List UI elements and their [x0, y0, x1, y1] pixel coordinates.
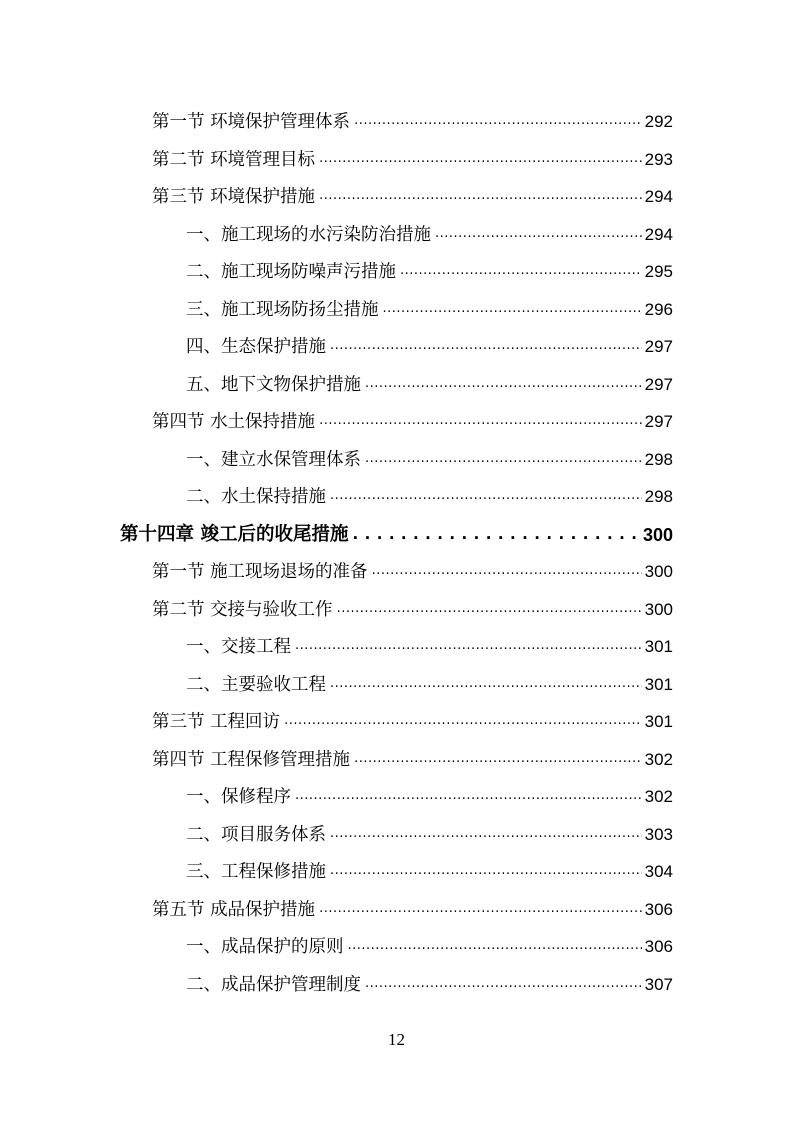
toc-entry-label: 二、主要验收工程: [186, 674, 326, 695]
toc-dot-leader: [319, 411, 642, 433]
toc-entry-item[interactable]: [186, 778, 673, 808]
toc-entry-page: 306: [644, 899, 673, 919]
toc-dot-leader: [354, 111, 642, 133]
toc-entry-item[interactable]: [186, 628, 673, 658]
toc-dot-leader: [295, 636, 642, 658]
toc-entry-chapter[interactable]: [120, 516, 673, 546]
toc-entry-item[interactable]: [186, 966, 673, 996]
toc-dot-leader: [354, 749, 642, 771]
toc-entry-item[interactable]: [186, 478, 673, 508]
toc-dot-leader: [319, 149, 642, 171]
toc-entry-section[interactable]: [152, 178, 673, 208]
toc-entry-section[interactable]: [152, 553, 673, 583]
toc-entry-page: 293: [644, 149, 673, 169]
toc-entry-label: 一、施工现场的水污染防治措施: [186, 224, 431, 245]
toc-dot-leader: [337, 599, 642, 621]
toc-entry-page: 298: [644, 449, 673, 469]
toc-entry-item[interactable]: [186, 853, 673, 883]
toc-dot-leader: [365, 449, 642, 471]
toc-entry-label: 第十四章 竣工后的收尾措施: [120, 523, 349, 545]
toc-entry-page: 302: [644, 749, 673, 769]
toc-entry-page: 304: [644, 862, 673, 881]
toc-entry-label: 第五节 成品保护措施: [152, 899, 316, 920]
toc-entry-label: 二、水土保持措施: [186, 487, 326, 507]
toc-entry-page: 301: [644, 674, 673, 694]
toc-dot-leader: [372, 561, 642, 583]
toc-entry-label: 第三节 工程回访: [152, 712, 281, 732]
toc-entry-item[interactable]: [186, 816, 673, 846]
toc-entry-section[interactable]: [152, 591, 673, 621]
toc-entry-item[interactable]: [186, 666, 673, 696]
toc-dot-leader: [348, 936, 642, 958]
toc-entry-page: 295: [644, 262, 673, 281]
toc-entry-page: 307: [644, 974, 673, 994]
toc-dot-leader: [365, 374, 642, 396]
toc-entry-page: 300: [644, 599, 673, 619]
toc-entry-page: 306: [644, 937, 673, 956]
toc-entry-label: 一、成品保护的原则: [186, 937, 344, 957]
toc-entry-section[interactable]: [152, 103, 673, 133]
toc-entry-section[interactable]: [152, 703, 673, 733]
toc-entry-item[interactable]: [186, 328, 673, 358]
toc-dot-leader: [383, 299, 642, 321]
toc-entry-item[interactable]: [186, 253, 673, 283]
toc-dot-leader: [330, 674, 642, 696]
toc-entry-page: 297: [644, 374, 673, 394]
toc-entry-label: 二、项目服务体系: [186, 824, 326, 845]
toc-entry-page: 301: [644, 712, 673, 731]
toc-entry-page: 302: [644, 787, 673, 806]
toc-entry-label: 一、交接工程: [186, 637, 291, 657]
toc-entry-section[interactable]: [152, 741, 673, 771]
toc-entry-page: 300: [644, 562, 673, 581]
toc-dot-leader: [330, 486, 642, 508]
toc-entry-item[interactable]: [186, 928, 673, 958]
toc-dot-leader: [319, 899, 642, 921]
toc-entry-section[interactable]: [152, 141, 673, 171]
toc-dot-leader: [284, 711, 642, 733]
toc-entry-item[interactable]: [186, 366, 673, 396]
toc-entry-label: 三、工程保修措施: [186, 862, 326, 882]
toc-entry-page: 301: [644, 637, 673, 656]
toc-entry-label: 第二节 环境管理目标: [152, 149, 316, 170]
toc-dot-leader: [319, 186, 642, 208]
toc-entry-label: 第一节 施工现场退场的准备: [152, 562, 368, 582]
toc-entry-item[interactable]: [186, 291, 673, 321]
toc-entry-page: 292: [644, 112, 673, 131]
toc-entry-label: 三、施工现场防扬尘措施: [186, 299, 379, 320]
toc-dot-leader: [295, 786, 642, 808]
toc-entry-section[interactable]: [152, 403, 673, 433]
toc-dot-leader: [352, 524, 640, 546]
toc-dot-leader: [435, 224, 642, 246]
toc-dot-leader: [330, 861, 642, 883]
toc-dot-leader: [330, 824, 642, 846]
toc-entry-label: 第三节 环境保护措施: [152, 187, 316, 207]
toc-entry-label: 第一节 环境保护管理体系: [152, 112, 351, 132]
toc-entry-page: 297: [644, 412, 673, 431]
toc-entry-label: 第二节 交接与验收工作: [152, 599, 333, 620]
toc-entry-section[interactable]: [152, 891, 673, 921]
toc-entry-item[interactable]: [186, 441, 673, 471]
toc-entry-page: 300: [642, 524, 673, 545]
toc-entry-label: 五、地下文物保护措施: [186, 374, 361, 395]
toc-entry-label: 第四节 水土保持措施: [152, 412, 316, 432]
toc-entry-page: 294: [644, 187, 673, 206]
toc-entry-page: 303: [644, 824, 673, 844]
toc-entry-page: 294: [644, 224, 673, 244]
toc-entry-page: 297: [644, 337, 673, 356]
toc-entry-label: 第四节 工程保修管理措施: [152, 749, 351, 770]
toc-dot-leader: [400, 261, 642, 283]
toc-entry-label: 二、施工现场防噪声污措施: [186, 262, 396, 282]
toc-dot-leader: [330, 336, 642, 358]
toc-entry-page: 298: [644, 487, 673, 506]
toc-entry-page: 296: [644, 299, 673, 319]
toc-dot-leader: [365, 974, 642, 996]
toc-entry-label: 一、保修程序: [186, 787, 291, 807]
toc-entry-item[interactable]: [186, 216, 673, 246]
page-number: 12: [388, 1030, 405, 1049]
toc-entry-label: 二、成品保护管理制度: [186, 974, 361, 995]
toc-entry-label: 四、生态保护措施: [186, 337, 326, 357]
toc-entry-label: 一、建立水保管理体系: [186, 449, 361, 470]
